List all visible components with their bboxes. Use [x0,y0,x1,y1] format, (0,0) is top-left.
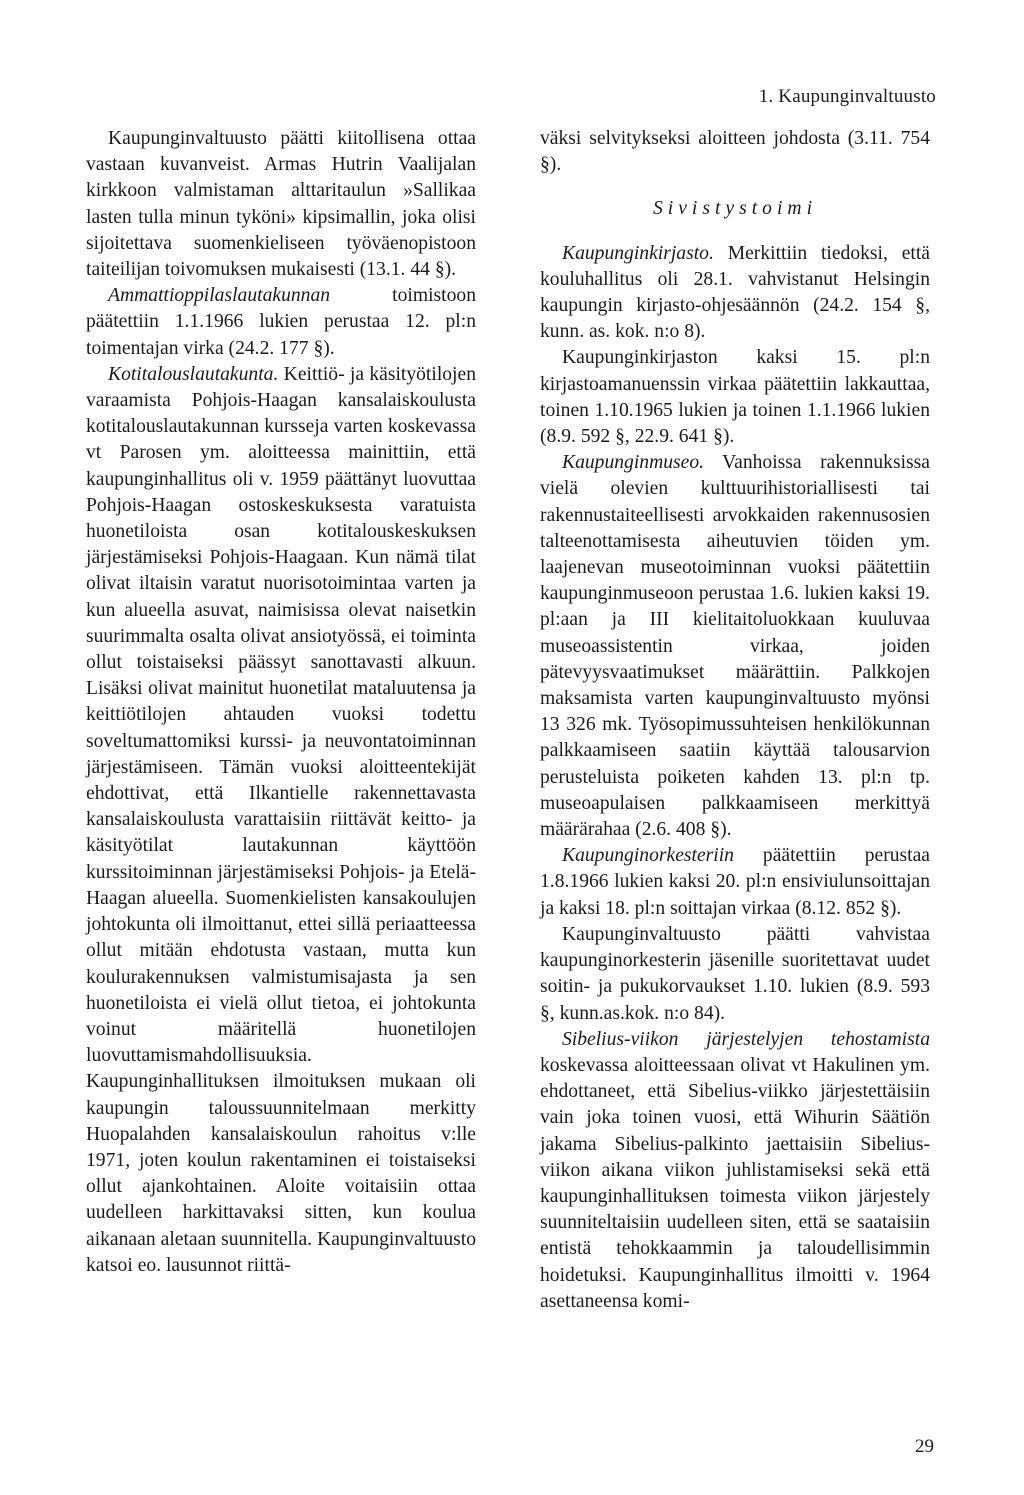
paragraph [540,241,930,346]
paragraph-text: Vanhoissa rakennuksissa vielä olevien kulttuurihistoriallisesti tai rakennustaiteellisesti arvokkaiden rakennusosien talteenottamisesta aiheutuvien töiden ym. laajenevan museotoiminnan vuoksi päätettiin kaupunginmuseoon perustaa 1.6. lukien kaksi 19. pl:aan ja III kielitaitoluokkaan kuuluvaa museoassistentin virkaa, joiden pätevyysvaatimukset määrättiin. Palkkojen maksamista varten kaupunginvaltuusto myönsi 13 326 mk. Työsopimussuhteisen henkilökunnan palkkaamiseen saatiin käyttää talousarvion perusteluista poiketen kahden 13. pl:n tp. museoapulaisen palkkaamiseen merkittyä määrärahaa (2.6. 408 §). [540,452,930,841]
paragraph-text: koskevassa aloitteessaan olivat vt Hakulinen ym. ehdottaneet, että Sibelius-viikko järjestettäisiin vain joka toinen vuosi, että Wihurin Säätiön jakama Sibelius-palkinto jaettaisiin Sibelius-viikon aikana viikon juhlistamiseksi sekä että kaupunginhallituksen toimesta viikon järjestely suunniteltaisiin uudelleen siten, että se saataisiin entistä tehokkaammin ja taloudellisimmin hoidetuksi. Kaupunginhallitus ilmoitti v. 1964 asettaneensa komi- [540,1054,930,1312]
section-subject: Kotitalouslautakunta. [108,363,279,385]
section-subject: Kaupunginkirjasto. [562,242,714,264]
section-subject: Kaupunginmuseo. [562,452,705,474]
paragraph [86,362,476,1279]
section-subject: Ammattioppilaslautakunnan [108,285,331,307]
paragraph: Kaupunginvaltuusto päätti kiitollisena ottaa vastaan kuvanveist. Armas Hutrin Vaalijalan kirkkoon valmistaman alttaritaulun »Sallikaa lasten tulla minun tyköni» kipsimallin, joka olisi sijoitettava suomenkieliseen työväenopistoon taiteilijan toivomuksen mukaisesti (13.1. 44 §). [86,128,476,281]
paragraph: väksi selvitykseksi aloitteen johdosta (3.11. 754 §). [540,128,930,176]
section-heading: Sivistystoimi [652,198,818,220]
paragraph: Kaupunginkirjaston kaksi 15. pl:n kirjastoamanuenssin virkaa päätettiin lakkauttaa, toinen 1.10.1965 lukien ja toinen 1.1.1966 lukien (8.9. 592 §, 22.9. 641 §). [540,347,930,448]
left-column [86,126,476,1279]
paragraph [86,283,476,362]
paragraph [540,1027,930,1315]
paragraph [540,843,930,922]
running-header: 1. Kaupunginvaltuusto [758,86,936,107]
section-subject: Sibelius-viikon järjestelyjen tehostamista [562,1028,930,1050]
section-subject: Kaupunginorkesteriin [562,845,734,867]
right-column [540,126,930,1315]
paragraph-text: Keittiö- ja käsityötilojen varaamista Pohjois-Haagan kansalaiskoulusta kotitalouslautakunnan kursseja varten koskevassa vt Parosen ym. aloitteessa mainittiin, että kaupunginhallitus oli v. 1959 päättänyt luovuttaa Pohjois-Haagan ostoskeskuksesta varatuista huonetiloista osan kotitalouskeskuksen järjestämiseksi Pohjois-Haagaan. Kun nämä tilat olivat iltaisin varatut nuorisotoimintaa varten ja kun alueella asuvat, naimisissa olevat naisetkin suurimmalta osalta olivat ansiotyössä, ei toiminta ollut toistaiseksi päässyt sanottavasti alkuun. Lisäksi olivat mainitut huonetilat mataluutensa ja keittiötilojen ahtauden vuoksi todettu soveltumattomiksi kurssi- ja neuvontatoiminnan järjestämiseen. Tämän vuoksi aloitteentekijät ehdottivat, että Ilkantielle rakennettavasta kansalaiskoulusta varattaisiin riittävät keitto- ja käsityötilat lautakunnan käyttöön kurssitoiminnan järjestämiseksi Pohjois- ja Etelä-Haagan alueella. Suomenkielisten kansakoulujen johtokunta oli ilmoittanut, ettei sillä periaatteessa ollut mitään ehdotusta vastaan, mutta kun koulurakennuksen valmistumisajasta ja sen huonetiloista ei vielä ollut tietoa, ei johtokunta voinut määritellä huonetilojen luovuttamismahdollisuuksia. Kaupunginhallituksen ilmoituksen mukaan oli kaupungin taloussuunnitelmaan merkitty Huopalahden kansalaiskoulun rahoitus v:lle 1971, joten koulun rakentaminen ei toistaiseksi ollut ajankohtainen. Aloite voitaisiin ottaa uudelleen harkittavaksi sitten, kun koulua aikanaan aletaan suunnitella. Kaupunginvaltuusto katsoi eo. lausunnot riittä- [86,363,476,1276]
paragraph-text: Merkittiin tiedoksi, että kouluhallitus oli 28.1. vahvistanut Helsingin kaupungin kirjasto-ohjesäännön (24.2. 154 §, kunn. as. kok. n:o 8). [540,242,930,343]
page-number: 29 [915,1436,934,1457]
paragraph: Kaupunginvaltuusto päätti vahvistaa kaupunginorkesterin jäsenille suoritettavat uudet soitin- ja pukukorvaukset 1.10. lukien (8.9. 593 §, kunn.as.kok. n:o 84). [540,923,930,1024]
paragraph-text: päätettiin perustaa 1.8.1966 lukien kaksi 20. pl:n ensiviulunsoittajan ja kaksi 18. pl:n soittajan virkaa (8.12. 852 §). [540,845,930,919]
paragraph-text: toimistoon päätettiin 1.1.1966 lukien perustaa 12. pl:n toimentajan virka (24.2. 177 §). [86,285,476,359]
paragraph [540,450,930,843]
